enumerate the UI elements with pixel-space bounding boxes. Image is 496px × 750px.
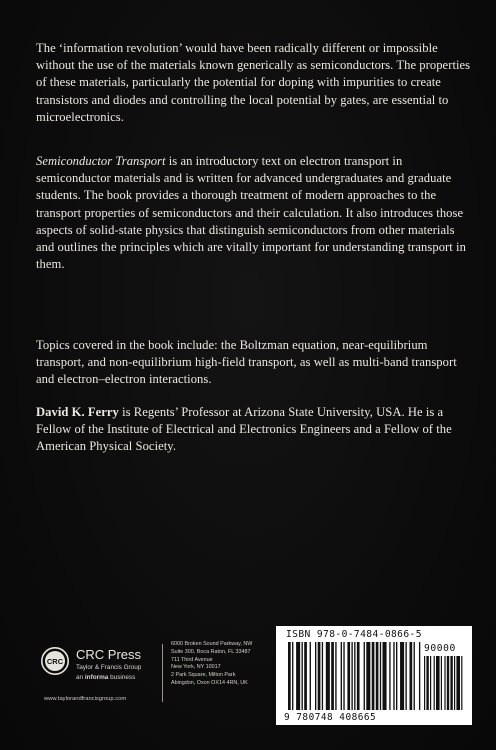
publisher-addresses — [171, 641, 252, 688]
address-line: 6000 Broken Sound Parkway, NW — [171, 641, 253, 647]
address-line: 711 Third Avenue — [171, 656, 213, 663]
price-addon-bar — [441, 656, 442, 710]
barcode-bar — [366, 642, 370, 710]
barcode-bar — [288, 642, 291, 710]
informa-bold: informa — [84, 674, 109, 681]
barcode-bar — [357, 642, 360, 710]
barcode-bar — [331, 642, 334, 710]
barcode-bar — [341, 642, 342, 710]
barcode-bar — [304, 642, 307, 710]
blurb-paragraph-description — [36, 153, 476, 273]
isbn-barcode — [276, 626, 472, 725]
author-bio-text: is Regents’ Professor at Arizona State University, USA. He is a Fellow of the Institute of Electrical and Electronics Engineers and a Fellow of the American Physical Society. — [36, 405, 452, 454]
author-name: David K. Ferry — [36, 405, 119, 419]
address-line: Abingdon, Oxon OX14 4RN, UK — [171, 679, 248, 686]
crc-logo-text: CRC — [46, 656, 64, 666]
informa-suffix: business — [108, 674, 136, 681]
price-addon-bar — [444, 656, 445, 710]
barcode-bar — [347, 642, 350, 710]
book-title-italic: Semiconductor Transport — [36, 154, 166, 168]
author-bio — [36, 404, 476, 456]
blurb-topics-text: Topics covered in the book include: the Boltzman equation, near-equilibrium transport, and non-equilibrium high-field transport, as well as multi-band transport and electron–electron interactions. — [36, 338, 457, 387]
barcode-bar — [396, 642, 397, 710]
blurb-paragraph-topics — [36, 337, 476, 389]
address-line: 2 Park Square, Milton Park — [171, 672, 236, 679]
price-addon-bar — [461, 656, 462, 710]
price-addon-bar — [424, 656, 425, 710]
price-addon-bar — [426, 656, 428, 710]
barcode-bar — [354, 642, 355, 710]
price-addon-bar — [434, 656, 435, 710]
barcode-bar — [400, 642, 404, 710]
blurb-intro-text: The ‘information revolution’ would have been radically different or impossible without the use of the materials known generically as semiconductors. The properties of these materials, particularly the potential for doping with impurities to create transistors and diodes and controlling the local potential by gates, are essential to microelectronics. — [36, 41, 471, 124]
barcode-bar — [376, 642, 379, 710]
barcode-bar — [326, 642, 330, 710]
address-line: New York, NY 10017 — [171, 664, 221, 671]
publisher-url: www.taylorandfrancisgroup.com — [44, 696, 127, 702]
barcode-bar — [372, 642, 375, 710]
crc-logo-icon — [40, 646, 70, 676]
isbn-number: ISBN 978-0-7484-0866-5 — [286, 629, 422, 640]
informa-business — [76, 674, 135, 681]
price-addon-bar — [450, 656, 452, 710]
ean-number: 9 780748 408665 — [284, 712, 377, 723]
barcode-bars-icon — [276, 626, 472, 725]
barcode-bar — [364, 642, 365, 710]
publisher-name: CRC Press — [76, 647, 142, 662]
publisher-tagline: Taylor & Francis Group — [76, 664, 142, 671]
barcode-bar — [322, 642, 323, 710]
blurb-description-text: is an introductory text on electron transport in semiconductor materials and is written for advanced undergraduates and graduate students. The book provides a thorough treatment of modern approaches to the transport properties of semiconductors and their calculation. It also introduces those aspects of solid-state physics that distinguish semiconductors from other materials and outlines the principles which are vitally important for understanding transport in them. — [36, 154, 466, 272]
publisher-block — [40, 640, 170, 710]
barcode-bar — [343, 642, 344, 710]
barcode-bar — [315, 642, 316, 710]
price-addon-bar — [454, 656, 455, 710]
barcode-bar — [335, 642, 336, 710]
barcode-bar — [410, 642, 413, 710]
barcode-bar — [318, 642, 321, 710]
barcode-bar — [393, 642, 394, 710]
price-addon-bar — [436, 656, 440, 710]
address-line: Suite 300, Boca Raton, FL 33487 — [171, 648, 251, 655]
barcode-bar — [310, 642, 311, 710]
blurb-paragraph-intro — [36, 40, 476, 126]
barcode-bar — [389, 642, 390, 710]
barcode-bar — [405, 642, 406, 710]
price-addon-bar — [456, 656, 460, 710]
publisher-divider — [162, 644, 163, 702]
price-addon-bar — [430, 656, 431, 710]
price-addon-bar — [447, 656, 449, 710]
informa-prefix: an — [76, 674, 85, 681]
barcode-bar — [414, 642, 415, 710]
price-code: 90000 — [424, 643, 456, 654]
barcode-bar — [419, 642, 420, 710]
barcode-bar — [292, 642, 293, 710]
barcode-bar — [302, 642, 303, 710]
barcode-bar — [383, 642, 387, 710]
barcode-bar — [351, 642, 352, 710]
barcode-bar — [296, 642, 300, 710]
barcode-bar — [380, 642, 381, 710]
